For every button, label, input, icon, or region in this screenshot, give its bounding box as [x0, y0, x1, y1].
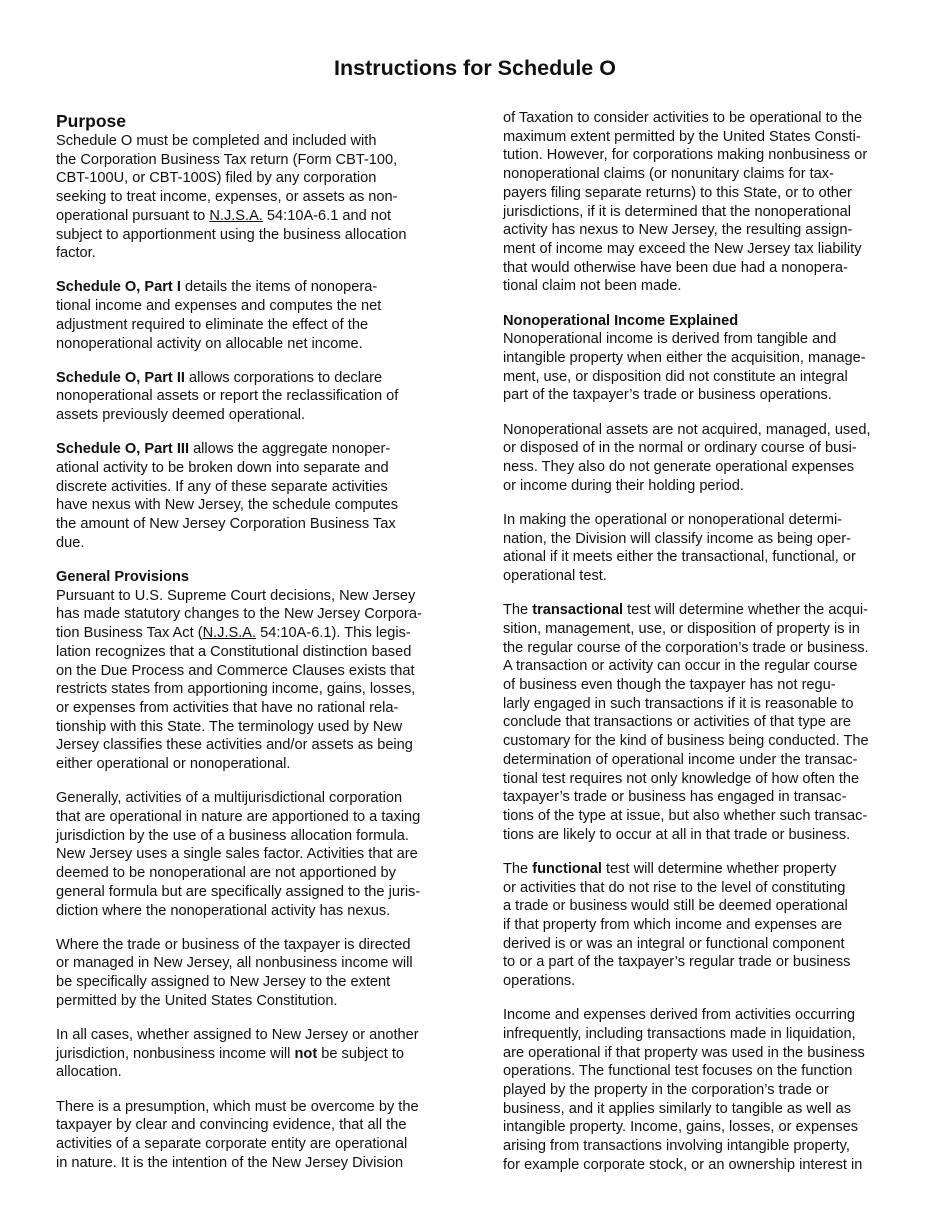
- paragraph: [503, 109, 897, 296]
- paragraph: [503, 601, 897, 844]
- text-line: [56, 808, 448, 827]
- text-run: allocation.: [56, 1064, 122, 1081]
- text-run: There is a presumption, which must be overcome by the: [56, 1098, 419, 1115]
- text-run: or activities that do not rise to the level of constituting: [503, 879, 846, 896]
- text-line: [56, 902, 448, 921]
- text-line: [503, 620, 897, 639]
- text-run: 54:10A-6.1 and not: [262, 207, 392, 224]
- text-line: [56, 992, 448, 1011]
- text-run: or managed in New Jersey, all nonbusiness income will: [56, 955, 413, 972]
- text-run: have nexus with New Jersey, the schedule computes: [56, 497, 399, 514]
- text-run: restricts states from apportioning income, gains, losses,: [56, 681, 416, 698]
- text-run: determination of operational income under the transac-: [503, 751, 858, 768]
- text-line: [503, 1081, 897, 1100]
- text-line: [503, 458, 897, 477]
- paragraph: [56, 132, 448, 263]
- text-run: subject to apportionment using the business allocation: [56, 226, 407, 243]
- text-line: [503, 601, 897, 620]
- text-run: Schedule O must be completed and included with: [56, 133, 377, 149]
- text-run: nonoperational assets or report the reclassification of: [56, 388, 399, 405]
- text-line: [503, 221, 897, 240]
- text-run: nonoperational activity on allocable net income.: [56, 335, 363, 352]
- text-line: [56, 244, 448, 263]
- text-line: [503, 1062, 897, 1081]
- paragraph: [56, 369, 448, 425]
- text-line: [503, 511, 897, 530]
- text-run: for example corporate stock, or an ownership interest in: [503, 1156, 863, 1173]
- paragraph: [56, 278, 448, 353]
- text-line: [503, 1100, 897, 1119]
- text-line: [503, 439, 897, 458]
- text-run: that would otherwise have been due had a nonopera-: [503, 259, 848, 276]
- text-run: intangible property when either the acquisition, manage-: [503, 349, 866, 366]
- text-line: [503, 165, 897, 184]
- text-run: has made statutory changes to the New Jersey Corpora-: [56, 606, 422, 623]
- text-run: The: [503, 602, 533, 619]
- text-run: tions are likely to occur at all in that trade or business.: [503, 826, 851, 843]
- text-line: [56, 406, 448, 425]
- text-line: [503, 713, 897, 732]
- text-line: [503, 1006, 897, 1025]
- text-line: [503, 548, 897, 567]
- text-line: [503, 788, 897, 807]
- text-run: or expenses from activities that have no rational rela-: [56, 699, 399, 716]
- paragraph: [503, 1006, 897, 1174]
- text-line: [503, 184, 897, 203]
- text-run: in nature. It is the intention of the New Jersey Division: [56, 1154, 404, 1171]
- text-line: [56, 496, 448, 515]
- text-line: [503, 807, 897, 826]
- right-column: [503, 109, 897, 1190]
- text-run: deemed to be nonoperational are not apportioned by: [56, 865, 396, 882]
- text-line: [56, 699, 448, 718]
- text-line: [56, 864, 448, 883]
- text-run: operations. The functional test focuses on the function: [503, 1063, 853, 1080]
- text-line: [503, 732, 897, 751]
- text-run: business, and it applies similarly to tangible as well as: [503, 1100, 851, 1117]
- text-run: tional claim not been made.: [503, 278, 682, 295]
- text-line: [56, 387, 448, 406]
- text-line: [56, 936, 448, 955]
- text-line: [56, 278, 448, 297]
- section-heading-purpose: Purpose: [56, 111, 127, 131]
- text-line: [56, 1154, 448, 1173]
- text-run: jurisdictions, if it is determined that the nonoperational: [503, 203, 852, 220]
- text-line: [56, 534, 448, 553]
- text-run: jurisdiction, nonbusiness income will: [56, 1045, 295, 1062]
- bold-term: Schedule O, Part III: [56, 441, 190, 458]
- section-heading-nonoperational-income-explained: Nonoperational Income Explained: [503, 312, 739, 329]
- text-run: payers filing separate returns) to this State, or to other: [503, 184, 852, 201]
- text-run: tion Business Tax Act (: [56, 625, 203, 642]
- text-line: [503, 477, 897, 496]
- text-line: [503, 567, 897, 586]
- text-line: [503, 879, 897, 898]
- text-run: if that property from which income and expenses are: [503, 916, 843, 933]
- text-line: [503, 1044, 897, 1063]
- text-line: [56, 954, 448, 973]
- text-run: general formula but are specifically assigned to the juris-: [56, 883, 421, 900]
- text-line: [503, 421, 897, 440]
- text-run: maximum extent permitted by the United States Consti-: [503, 128, 861, 145]
- text-run: infrequently, including transactions made in liquidation,: [503, 1025, 856, 1042]
- text-run: be specifically assigned to New Jersey to the extent: [56, 974, 391, 991]
- text-line: [56, 132, 448, 151]
- text-run: be subject to: [317, 1045, 404, 1062]
- statute-citation: N.J.S.A.: [209, 207, 263, 224]
- text-run: tional income and expenses and computes the net: [56, 298, 382, 315]
- text-line: [503, 128, 897, 147]
- text-run: The: [503, 860, 533, 877]
- text-run: ment, use, or disposition did not constitute an integral: [503, 368, 848, 385]
- text-run: part of the taxpayer’s trade or business operations.: [503, 387, 832, 404]
- text-line: [503, 860, 897, 879]
- left-column: [56, 108, 448, 1188]
- text-line: [503, 277, 897, 296]
- text-run: or disposed of in the normal or ordinary course of busi-: [503, 440, 857, 457]
- text-run: a trade or business would still be deemed operational: [503, 898, 848, 915]
- text-run: to or a part of the taxpayer’s regular trade or business: [503, 954, 851, 971]
- section-heading-general-provisions: General Provisions: [56, 569, 190, 586]
- text-run: Generally, activities of a multijurisdictional corporation: [56, 790, 403, 807]
- paragraph: [56, 936, 448, 1011]
- text-line: [503, 386, 897, 405]
- text-run: details the items of nonopera-: [180, 279, 378, 296]
- text-line: [503, 203, 897, 222]
- text-run: operations.: [503, 973, 576, 990]
- text-run: tional test requires not only knowledge of how often the: [503, 770, 860, 787]
- text-line: [503, 826, 897, 845]
- text-line: [56, 335, 448, 354]
- text-line: [56, 883, 448, 902]
- text-line: [56, 680, 448, 699]
- text-line: [503, 751, 897, 770]
- text-line: [56, 587, 448, 606]
- text-line: [56, 226, 448, 245]
- text-run: taxpayer by clear and convincing evidence, that all the: [56, 1117, 407, 1134]
- text-run: ment of income may exceed the New Jersey tax liability: [503, 240, 862, 257]
- text-run: operational test.: [503, 567, 607, 584]
- text-run: intangible property. Income, gains, losses, or expenses: [503, 1119, 859, 1136]
- text-run: permitted by the United States Constitution.: [56, 992, 338, 1009]
- text-line: [56, 297, 448, 316]
- text-line: [56, 478, 448, 497]
- text-run: New Jersey uses a single sales factor. Activities that are: [56, 846, 418, 863]
- text-line: [503, 1118, 897, 1137]
- text-run: played by the property in the corporation’s trade or: [503, 1082, 829, 1099]
- text-line: [503, 916, 897, 935]
- text-run: assets previously deemed operational.: [56, 407, 306, 424]
- text-run: test will determine whether property: [601, 860, 837, 877]
- text-run: of Taxation to consider activities to be operational to the: [503, 110, 863, 126]
- text-line: [503, 1137, 897, 1156]
- text-run: ational if it meets either the transactional, functional, or: [503, 549, 856, 566]
- text-line: [503, 770, 897, 789]
- paragraph: [56, 789, 448, 920]
- text-run: lation recognizes that a Constitutional distinction based: [56, 643, 412, 660]
- text-run: nation, the Division will classify income as being oper-: [503, 530, 851, 547]
- text-run: Jersey classifies these activities and/or assets as being: [56, 737, 413, 754]
- paragraph: [503, 511, 897, 586]
- text-run: factor.: [56, 245, 96, 262]
- text-run: ational activity to be broken down into separate and: [56, 460, 389, 477]
- text-run: allows corporations to declare: [184, 369, 383, 386]
- bold-term: Schedule O, Part I: [56, 279, 181, 296]
- text-run: the regular course of the corporation’s trade or business.: [503, 639, 869, 656]
- text-line: [56, 151, 448, 170]
- text-run: on the Due Process and Commerce Clauses exists that: [56, 662, 415, 679]
- text-run: discrete activities. If any of these separate activities: [56, 478, 388, 495]
- text-run: arising from transactions involving intangible property,: [503, 1138, 850, 1155]
- text-line: [56, 643, 448, 662]
- text-run: Nonoperational income is derived from tangible and: [503, 331, 837, 348]
- text-line: [56, 662, 448, 681]
- text-line: [56, 736, 448, 755]
- text-run: tution. However, for corporations making nonbusiness or: [503, 147, 868, 164]
- text-line: [56, 1045, 448, 1064]
- bold-term: not: [294, 1045, 318, 1062]
- text-run: allows the aggregate nonoper-: [189, 441, 391, 458]
- text-run: that are operational in nature are apportioned to a taxing: [56, 809, 421, 825]
- text-run: or income during their holding period.: [503, 477, 744, 494]
- text-line: [503, 330, 897, 349]
- text-line: [56, 827, 448, 846]
- bold-term: functional: [532, 860, 602, 877]
- text-line: [503, 530, 897, 549]
- text-run: Nonoperational assets are not acquired, managed, used,: [503, 421, 871, 438]
- text-line: [56, 1135, 448, 1154]
- text-run: test will determine whether the acqui-: [623, 602, 869, 619]
- text-line: [56, 316, 448, 335]
- text-line: [503, 259, 897, 278]
- text-line: [56, 789, 448, 808]
- text-run: conclude that transactions or activities of that type are: [503, 714, 852, 731]
- text-line: [56, 624, 448, 643]
- paragraph: [503, 330, 897, 405]
- text-line: [56, 515, 448, 534]
- text-line: [503, 953, 897, 972]
- text-line: [503, 368, 897, 387]
- text-run: CBT-100U, or CBT-100S) filed by any corporation: [56, 170, 377, 187]
- text-run: either operational or nonoperational.: [56, 756, 291, 773]
- text-run: due.: [56, 534, 85, 551]
- text-run: 54:10A-6.1). This legis-: [256, 625, 411, 642]
- text-line: [503, 1156, 897, 1175]
- page-title: Instructions for Schedule O: [334, 56, 616, 80]
- text-run: adjustment required to eliminate the effect of the: [56, 316, 369, 333]
- text-run: In making the operational or nonoperational determi-: [503, 511, 843, 528]
- text-line: [503, 676, 897, 695]
- text-line: [56, 755, 448, 774]
- text-run: diction where the nonoperational activity has nexus.: [56, 902, 391, 919]
- text-run: the Corporation Business Tax return (Form CBT-100,: [56, 151, 398, 168]
- text-run: are operational if that property was used in the business: [503, 1044, 865, 1061]
- text-line: [56, 1116, 448, 1135]
- text-line: [56, 459, 448, 478]
- text-run: nonoperational claims (or nonunitary claims for tax-: [503, 166, 834, 183]
- text-run: of business even though the taxpayer has not regu-: [503, 676, 836, 693]
- text-line: [56, 605, 448, 624]
- text-run: taxpayer’s trade or business has engaged in transac-: [503, 789, 847, 806]
- text-run: the amount of New Jersey Corporation Business Tax: [56, 516, 396, 533]
- text-line: [503, 935, 897, 954]
- text-line: [56, 169, 448, 188]
- bold-term: transactional: [532, 602, 624, 619]
- text-line: [503, 240, 897, 259]
- text-run: ness. They also do not generate operational expenses: [503, 458, 855, 475]
- text-line: [56, 369, 448, 388]
- text-run: seeking to treat income, expenses, or assets as non-: [56, 189, 398, 206]
- text-line: [56, 718, 448, 737]
- text-line: [503, 657, 897, 676]
- text-line: [503, 109, 897, 128]
- text-run: larly engaged in such transactions if it is reasonable to: [503, 695, 854, 712]
- text-line: [56, 207, 448, 226]
- statute-citation: N.J.S.A.: [202, 625, 257, 642]
- text-run: activities of a separate corporate entity are operational: [56, 1136, 408, 1153]
- text-run: jurisdiction by the use of a business allocation formula.: [56, 827, 409, 844]
- paragraph: [503, 860, 897, 991]
- text-run: operational pursuant to: [56, 207, 210, 224]
- text-line: [503, 639, 897, 658]
- text-line: [503, 146, 897, 165]
- text-run: tions of the type at issue, but also whether such transac-: [503, 807, 868, 824]
- text-run: Where the trade or business of the taxpayer is directed: [56, 936, 411, 953]
- text-line: [56, 188, 448, 207]
- text-run: sition, management, use, or disposition of property is in: [503, 620, 860, 637]
- text-line: [56, 973, 448, 992]
- paragraph: [56, 1026, 448, 1082]
- text-line: [56, 440, 448, 459]
- text-line: [503, 1025, 897, 1044]
- text-run: tionship with this State. The terminology used by New: [56, 718, 403, 735]
- text-run: Income and expenses derived from activities occurring: [503, 1007, 856, 1024]
- text-line: [56, 845, 448, 864]
- text-line: [503, 972, 897, 991]
- paragraph: [56, 1098, 448, 1173]
- text-line: [503, 695, 897, 714]
- paragraph: [56, 587, 448, 774]
- text-run: In all cases, whether assigned to New Jersey or another: [56, 1027, 419, 1044]
- bold-term: Schedule O, Part II: [56, 369, 185, 386]
- text-line: [503, 349, 897, 368]
- text-line: [56, 1098, 448, 1117]
- text-run: A transaction or activity can occur in the regular course: [503, 658, 858, 675]
- text-run: activity has nexus to New Jersey, the resulting assign-: [503, 222, 853, 239]
- text-run: derived is or was an integral or functional component: [503, 935, 845, 952]
- text-line: [56, 1026, 448, 1045]
- paragraph: [503, 421, 897, 496]
- text-line: [56, 1063, 448, 1082]
- paragraph: [56, 440, 448, 552]
- text-line: [503, 897, 897, 916]
- text-run: customary for the kind of business being conducted. The: [503, 733, 869, 750]
- text-run: Pursuant to U.S. Supreme Court decisions, New Jersey: [56, 587, 416, 604]
